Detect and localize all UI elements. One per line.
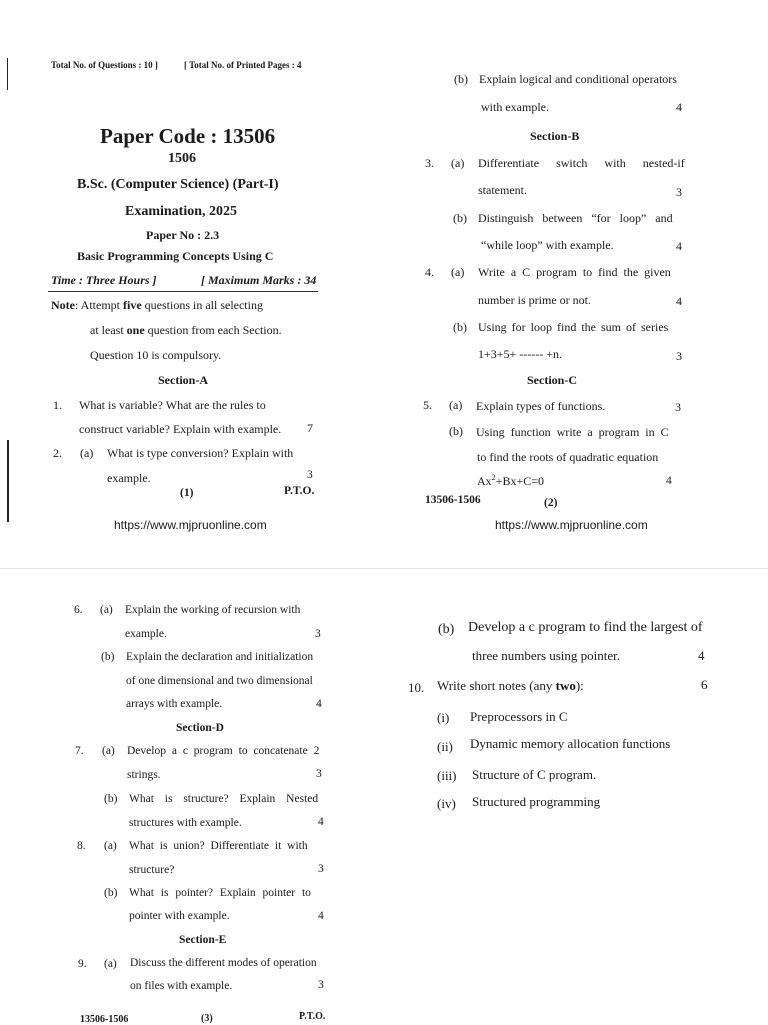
footer-paper-code: 13506-1506 <box>425 494 481 506</box>
question-10-number: 10. <box>408 680 425 695</box>
note-item-text: Preprocessors in C <box>470 709 568 724</box>
question-9b-label: (b) <box>438 622 455 637</box>
course-code: 1506 <box>168 151 196 166</box>
question-6b-marks: 4 <box>316 698 322 710</box>
page-number: (1) <box>180 487 194 499</box>
examination-year: Examination, 2025 <box>125 204 238 219</box>
question-1-number: 1. <box>53 398 62 412</box>
question-9a-label: (a) <box>104 958 117 970</box>
question-9a-text: Discuss the different modes of operation <box>130 957 317 969</box>
question-7b-text: What is structure? Explain Nested <box>129 793 319 805</box>
question-8a-text: What is union? Differentiate it with <box>129 840 308 852</box>
question-3a-marks: 3 <box>676 185 682 199</box>
question-9-number: 9. <box>78 958 87 970</box>
question-3b-label: (b) <box>453 211 467 225</box>
note-item-label: (ii) <box>437 739 453 754</box>
question-6b-text-cont-2: arrays with example. <box>126 698 223 710</box>
maximum-marks: [ Maximum Marks : 34 <box>201 273 317 287</box>
pto-label: P.T.O. <box>299 1011 326 1022</box>
question-3-number: 3. <box>425 156 434 170</box>
question-4b-label: (b) <box>453 320 467 334</box>
scan-edge-mark <box>7 58 8 90</box>
question-7b-text-cont: structures with example. <box>129 817 242 829</box>
question-6b-label: (b) <box>101 651 115 663</box>
question-7a-marks: 3 <box>316 768 322 780</box>
note-item-text: Structured programming <box>472 794 601 809</box>
question-6-number: 6. <box>74 604 83 616</box>
question-8b-label: (b) <box>104 887 118 899</box>
question-9b-marks: 4 <box>698 648 705 663</box>
quadratic-equation: $Ax^2+Bx+C=0$ <box>477 473 544 488</box>
question-3a-label: (a) <box>451 156 465 170</box>
header-rule <box>48 291 318 292</box>
question-2-number: 2. <box>53 446 62 460</box>
question-1-text: What is variable? What are the rules to <box>79 398 266 412</box>
website-url[interactable]: https://www.mjpruonline.com <box>114 518 267 532</box>
question-9a-marks: 3 <box>318 979 324 991</box>
question-9b-text-cont: three numbers using pointer. <box>472 648 621 663</box>
question-8b-marks: 4 <box>318 910 324 922</box>
question-9a-text-cont: on files with example. <box>130 980 233 992</box>
question-5a-marks: 3 <box>675 400 681 414</box>
question-4a-marks: 4 <box>676 294 682 308</box>
question-4b-text: Using for loop find the sum of series <box>478 320 669 334</box>
question-8-number: 8. <box>77 840 86 852</box>
page-divider <box>0 568 768 569</box>
note-item-text: Dynamic memory allocation functions <box>470 736 671 751</box>
question-4b-series: 1+3+5+ ------ +n. <box>478 347 563 361</box>
question-6a-label: (a) <box>100 604 113 616</box>
total-questions-header: Total No. of Questions : 10 ] <box>51 60 158 70</box>
question-1-marks: 7 <box>307 421 313 435</box>
section-d-heading: Section-D <box>176 722 224 734</box>
question-4a-text: Write a C program to find the given <box>478 265 671 279</box>
question-6b-text-cont: of one dimensional and two dimensional <box>126 675 313 687</box>
question-1-text-cont: construct variable? Explain with example. <box>79 422 282 436</box>
footer-paper-code: 13506-1506 <box>80 1014 129 1025</box>
question-4a-label: (a) <box>451 265 465 279</box>
question-7-number: 7. <box>75 745 84 757</box>
question-2b-label: (b) <box>454 72 468 86</box>
question-7b-label: (b) <box>104 793 118 805</box>
question-5a-label: (a) <box>449 398 463 412</box>
question-2a-label: (a) <box>80 446 94 460</box>
question-4-number: 4. <box>425 265 434 279</box>
website-url[interactable]: https://www.mjpruonline.com <box>495 518 648 532</box>
scan-edge-mark <box>7 440 9 522</box>
question-6a-text-cont: example. <box>125 628 167 640</box>
question-4b-marks: 3 <box>676 349 682 363</box>
paper-number: Paper No : 2.3 <box>146 228 220 242</box>
question-3b-marks: 4 <box>676 239 682 253</box>
question-5b-text-cont: to find the roots of quadratic equation <box>477 450 659 464</box>
question-8b-text: What is pointer? Explain pointer to <box>129 887 311 899</box>
question-5b-marks: 4 <box>666 475 672 487</box>
question-8a-text-cont: structure? <box>129 864 175 876</box>
question-6a-text: Explain the working of recursion with <box>125 604 301 616</box>
note-item-label: (iv) <box>437 796 456 811</box>
time-allowed: Time : Three Hours ] <box>51 273 157 287</box>
total-pages-header: [ Total No. of Printed Pages : 4 <box>184 60 302 70</box>
question-10-text: Write short notes (any two): <box>437 678 584 693</box>
question-3a-text-cont: statement. <box>478 183 527 197</box>
question-5b-label: (b) <box>449 424 463 438</box>
note-line-2: at least one question from each Section. <box>90 323 282 337</box>
note-line-3: Question 10 is compulsory. <box>90 348 222 362</box>
question-6a-marks: 3 <box>315 628 321 640</box>
note-item-text: Structure of C program. <box>472 767 597 782</box>
question-8a-marks: 3 <box>318 863 324 875</box>
question-7a-text-cont: strings. <box>127 769 161 781</box>
pto-label: P.T.O. <box>284 485 315 497</box>
paper-code-title: Paper Code : 13506 <box>100 124 276 148</box>
question-6b-text: Explain the declaration and initialization <box>126 651 314 663</box>
section-c-heading: Section-C <box>527 373 577 387</box>
question-4a-text-cont: number is prime or not. <box>478 293 591 307</box>
question-5-number: 5. <box>423 398 432 412</box>
section-a-heading: Section-A <box>158 373 208 387</box>
note-item-label: (i) <box>437 710 450 725</box>
question-2a-marks: 3 <box>307 469 313 481</box>
note-line-1: Note: Attempt five questions in all selecting <box>51 298 263 312</box>
page-number: (2) <box>544 497 558 509</box>
question-9b-text: Develop a c program to find the largest of <box>468 620 703 635</box>
question-5a-text: Explain types of functions. <box>476 399 606 413</box>
question-10-marks: 6 <box>701 677 708 692</box>
section-e-heading: Section-E <box>179 934 227 946</box>
question-2a-text-cont: example. <box>107 471 151 485</box>
question-7a-label: (a) <box>102 745 115 757</box>
question-7a-text: Develop a c program to concatenate 2 <box>127 745 320 757</box>
question-2b-marks: 4 <box>676 100 682 114</box>
page-number: (3) <box>201 1013 213 1024</box>
question-7b-marks: 4 <box>318 816 324 828</box>
question-3b-text: Distinguish between “for loop” and <box>478 211 673 225</box>
question-2a-text: What is type conversion? Explain with <box>107 446 294 460</box>
subject-title: Basic Programming Concepts Using C <box>77 249 274 263</box>
question-3b-text-cont: “while loop” with example. <box>481 238 614 252</box>
section-b-heading: Section-B <box>530 129 580 143</box>
note-item-label: (iii) <box>437 768 457 783</box>
question-8b-text-cont: pointer with example. <box>129 910 230 922</box>
course-name: B.Sc. (Computer Science) (Part-I) <box>77 177 279 192</box>
question-5b-text: Using function write a program in C <box>476 425 669 439</box>
question-2b-text: Explain logical and conditional operators <box>479 72 677 86</box>
question-3a-text: Differentiate switch with nested-if <box>478 156 685 170</box>
question-8a-label: (a) <box>104 840 117 852</box>
question-2b-text-cont: with example. <box>481 100 549 114</box>
